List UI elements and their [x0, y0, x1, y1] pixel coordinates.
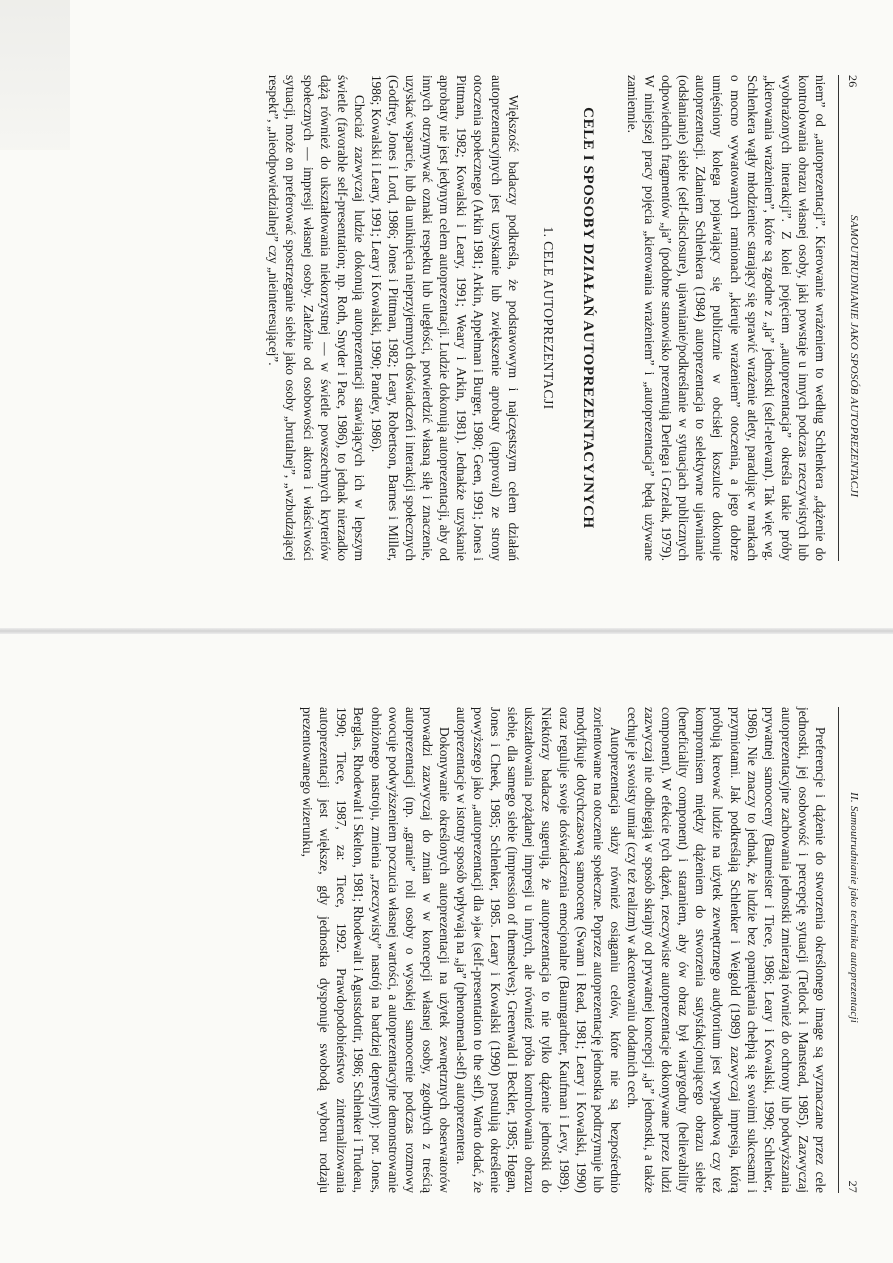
right-page	[0, 632, 893, 1263]
page-number-right: 27	[846, 1180, 860, 1193]
running-head-left	[838, 75, 863, 561]
page-number-left: 26	[846, 75, 860, 88]
paragraph-preferences: Preferencje i dążenie do stworzenia określonego image są wyznaczane przez cele jednostki, jej osobowość i percepcję sytuacji (Tetlock i Manstead, 1985). Zazwyczaj autoprezentacyjne zachowania jednostki zmierzają również do ochrony lub podwyższania prywatnej samooceny (Baumeister i Tiece, 1986; Leary i Kowalski, 1990; Schlenker, 1986). Nie znaczy to jednak, że ludzie bez opamiętania chełpią się swoimi sukcesami i przymiotami. Jak podkreślają Schlenker i Weigold (1989) zazwyczaj impresja, którą próbują kreować ludzie na użytek zewnętrznego audytorium jest wypadkową czy też kompromisem między dążeniem do stworzenia satysfakcjonującego obrazu siebie (beneficiality component) i staraniem, aby ów obraz był wiarygodny (believability component). W efekcie tych dążeń, rzeczywiste autoprezentacje dokonywane przez ludzi zazwyczaj nie odbiegają w sposób skrajny od prywatnej koncepcji „ja” jednostki, a także cechuje je swoisty umiar (czy też realizm) w akcentowaniu dodatnich cech.	[624, 707, 828, 1193]
running-title-right: II. Samoutrudnianie jako technika autoprezentacji	[848, 792, 860, 1023]
right-page-body	[299, 707, 829, 1193]
paragraph-favorable: Chociaż zazwyczaj ludzie dokonują autoprezentacji stawiających ich w lepszym świetle (favorable self-presentation; np. Roth, Snyder i Pace, 1986), to jednak nierzadko dążą również do ukształtowania niekorzystnej — w świetle powszechnych kryteriów społecznych — impresji własnej osoby. Zależnie od osobowości aktora i właściwości sytuacji, może on preferować spostrzeganie siebie jako osoby „brutalnej”, „wzbudzającej respekt”, „nieodpowiedzialnej” czy „nieinteresującej”.	[266, 75, 367, 561]
paragraph-intro-continued: niem” od „autoprezentacji”. Kierowanie wrażeniem to według Schlenkera „dążenie do kontrolowania obrazu własnej osoby, jaki powstaje u innych podczas rzeczywistych lub wyobrażonych interakcji”. Z kolei pojęciem „autoprezentacja” określa takie próby „kierowania wrażeniem”, które są zgodne z „ja” jednostki (self-relevant). Tak więc wg. Schlenkera wątły młodzieniec starający się sprawić wrażenie atlety, paradując w markach o mocno wywatowanych ramionach „kieruje wrażeniem” otoczenia, a jego dobrze umięśniony kolega pojawiający się publicznie w obcisłej koszulce dokonuje autoprezentacji. Zdaniem Schlenkera (1984) autoprezentacja to selektywne ujawnianie (odsłanianie) siebie (self-disclosure), ujawnianie/podkreślanie w sytuacjach publicznych odpowiednich fragmentów „ja” (podobne stanowisko prezentują Derlega i Grzelak, 1979). W niniejszej pracy pojęcia „kierowania wrażeniem” i „autoprezentacja” będą używane zamiennie.	[624, 75, 828, 561]
left-page	[0, 0, 893, 631]
running-head-right	[838, 707, 863, 1193]
paragraph-approval: Większość badaczy podkreśla, że podstawowym i najczęstszym celem działań autoprezentacyjnych jest uzyskanie lub zwiększenie aprobaty (approval) ze strony otoczenia społecznego (Arkin 1981; Arkin, Appelman i Burger, 1980; Geen, 1991; Jones i Pittman, 1982; Kowalski i Leary, 1991; Weary i Arkin, 1981). Jednakże uzyskanie aprobaty nie jest jedynym celem autoprezentacji. Ludzie dokonują autoprezentacji, aby od innych otrzymywać oznaki respektu lub uległości, potwierdzić własną siłę i znaczenie, uzyskać wsparcie, lub dla uniknięcia nieprzyjemnych doświadczeń i interakcji społecznych (Godfrey, Jones i Lord, 1986; Jones i Pittman, 1982; Leary, Robertson, Barnes i Miller, 1986; Kowalski i Leary, 1991; Leary i Kowalski, 1990; Pandey, 1986).	[368, 75, 521, 561]
paragraph-goals: Autoprezentacja służy również osiąganiu celów, które nie są bezpośrednio zorientowane na otoczenie społeczne. Poprzez autoprezentację jednostka podtrzymuje lub modyfikuje dotychczasową samoocenę (Swann i Read, 1981; Leary i Kowalski, 1990) oraz reguluje swoje doświadczenia emocjonalne (Baumgardner, Kaufman i Levy, 1989). Niektórzy badacze sugerują, że autoprezentacja to nie tylko dążenie jednostki do ukształtowania pożądanej impresji u innych, ale również próba kontrolowania obrazu siebie, dla samego siebie (impression of themselves); Greenwald i Beckler, 1985; Hogan, Jones i Cheek, 1985; Schlenker, 1985. Leary i Kowalski (1990) postulują określenie powyższego jako „autoprezentacji dla »ja« (self-presentation to the self). Warto dodać, że autoprezentacje w istotny sposób wpływają na „ja” (phenomenal-self) autoprezentera.	[454, 707, 623, 1193]
left-page-body	[265, 75, 829, 561]
paragraph-internalization: Dokonywanie określonych autoprezentacji na użytek zewnętrznych obserwatorów prowadzi zazwyczaj do zmian w w koncepcji własnej osoby, zgodnych z treścią autoprezentacji (np. „granie” roli osoby o wysokiej samoocenie podczas rozmowy owocuje podwyższeniem poczucia własnej wartości, a autoprezentacyjne demonstrowanie obniżonego nastroju, zmienia „rzeczywisty” nastrój na bardziej depresyjny): por. Jones, Berglas, Rhodewalt i Skelton, 1981; Rhodewalt i Agustsdottir, 1986; Schlenker i Trudeau, 1990; Tiece, 1987, za: Tiece, 1992. Prawdopodobieństwo zinternalizowania autoprezentacji jest większe, gdy jednostka dysponuje swobodą wyboru rodzaju prezentowanego wizerunku,	[300, 707, 452, 1193]
chapter-title: CELE I SPOSOBY DZIAŁAŃ AUTOPREZENTACYJNYCH	[579, 107, 596, 529]
section-title: 1. CELE AUTOPREZENTACJI	[540, 226, 556, 410]
running-title-left: SAMOUTRUDNIANIE JAKO SPOSÓB AUTOPREZENTACJI	[848, 215, 860, 498]
